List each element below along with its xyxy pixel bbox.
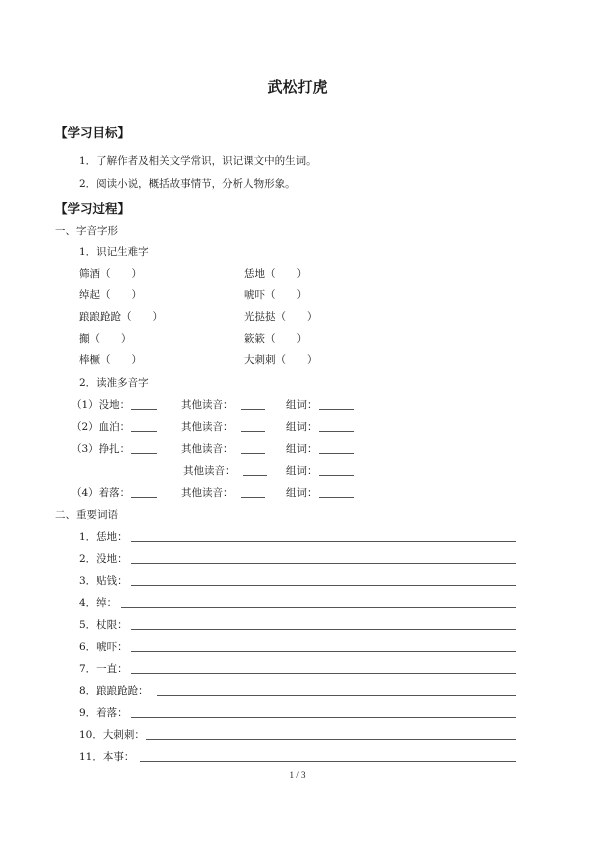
goal-item: 1．了解作者及相关文学常识，识记课文中的生词。 bbox=[79, 155, 317, 167]
poly-other-label: 其他读音： bbox=[181, 399, 234, 411]
vocab-answer-line[interactable] bbox=[131, 585, 516, 586]
char-item: 唬吓（ ） bbox=[244, 289, 307, 301]
vocab-answer-line[interactable] bbox=[146, 739, 516, 740]
poly-other-label: 其他读音： bbox=[183, 465, 236, 477]
poly-blank[interactable] bbox=[241, 409, 265, 410]
poly-blank[interactable] bbox=[319, 475, 354, 476]
poly-word: （4）着落： bbox=[71, 487, 131, 499]
poly-blank[interactable] bbox=[241, 453, 265, 454]
poly-group-label: 组词： bbox=[286, 465, 318, 477]
vocab-answer-line[interactable] bbox=[131, 651, 516, 652]
vocab-answer-line[interactable] bbox=[131, 563, 516, 564]
poly-blank[interactable] bbox=[241, 431, 265, 432]
poly-group-label: 组词： bbox=[286, 399, 318, 411]
poly-word: （2）血泊： bbox=[71, 421, 131, 433]
vocab-answer-line[interactable] bbox=[157, 695, 516, 696]
poly-group-label: 组词： bbox=[286, 421, 318, 433]
poly-blank[interactable] bbox=[319, 497, 354, 498]
char-item: 攧（ ） bbox=[79, 333, 132, 345]
char-item: 踉踉跄跄（ ） bbox=[79, 311, 163, 323]
poly-word: （1）没地： bbox=[71, 399, 131, 411]
vocab-item: 2．没地： bbox=[79, 553, 128, 565]
vocab-item: 7．一直： bbox=[79, 663, 128, 675]
vocab-item: 9．着落： bbox=[79, 707, 128, 719]
vocab-item: 5．杖限： bbox=[79, 619, 128, 631]
poly-blank[interactable] bbox=[131, 453, 157, 454]
poly-other-label: 其他读音： bbox=[181, 421, 234, 433]
poly-blank[interactable] bbox=[319, 453, 354, 454]
poly-blank[interactable] bbox=[319, 431, 354, 432]
char-item: 簌簌（ ） bbox=[244, 333, 307, 345]
goal-item: 2．阅读小说，概括故事情节，分析人物形象。 bbox=[79, 178, 296, 190]
part2-heading: 二、重要词语 bbox=[55, 509, 118, 521]
page-number: 1 / 3 bbox=[289, 770, 306, 780]
vocab-answer-line[interactable] bbox=[131, 717, 516, 718]
vocab-answer-line[interactable] bbox=[131, 629, 516, 630]
vocab-answer-line[interactable] bbox=[121, 607, 516, 608]
poly-blank[interactable] bbox=[131, 497, 157, 498]
char-item: 绰起（ ） bbox=[79, 289, 142, 301]
char-item: 光挞挞（ ） bbox=[244, 311, 318, 323]
vocab-item: 1．恁地： bbox=[79, 531, 128, 543]
goals-heading: 【学习目标】 bbox=[55, 125, 131, 140]
vocab-answer-line[interactable] bbox=[131, 673, 516, 674]
poly-other-label: 其他读音： bbox=[181, 443, 234, 455]
poly-blank[interactable] bbox=[241, 497, 265, 498]
vocab-answer-line[interactable] bbox=[131, 541, 516, 542]
char-item: 大刺刺（ ） bbox=[244, 354, 318, 366]
poly-word: （3）挣扎： bbox=[71, 443, 131, 455]
part1-sub2: 2．读准多音字 bbox=[79, 377, 149, 389]
vocab-item: 10．大刺刺： bbox=[79, 729, 145, 741]
vocab-item: 11．本事： bbox=[79, 751, 135, 763]
char-item: 恁地（ ） bbox=[244, 268, 307, 280]
vocab-item: 4．绰： bbox=[79, 597, 118, 609]
poly-blank[interactable] bbox=[131, 409, 157, 410]
page-title: 武松打虎 bbox=[267, 78, 328, 96]
process-heading: 【学习过程】 bbox=[55, 201, 131, 216]
poly-blank[interactable] bbox=[319, 409, 354, 410]
poly-group-label: 组词： bbox=[286, 443, 318, 455]
poly-other-label: 其他读音： bbox=[181, 487, 234, 499]
vocab-item: 8．踉踉跄跄： bbox=[79, 685, 149, 697]
poly-blank[interactable] bbox=[243, 475, 267, 476]
poly-blank[interactable] bbox=[131, 431, 157, 432]
vocab-answer-line[interactable] bbox=[140, 761, 516, 762]
vocab-item: 3．贴钱： bbox=[79, 575, 128, 587]
char-item: 棒橛（ ） bbox=[79, 354, 142, 366]
part1-heading: 一、字音字形 bbox=[55, 225, 118, 237]
char-item: 筛酒（ ） bbox=[79, 268, 142, 280]
vocab-item: 6．唬吓： bbox=[79, 641, 128, 653]
part1-sub1: 1．识记生难字 bbox=[79, 246, 149, 258]
poly-group-label: 组词： bbox=[286, 487, 318, 499]
